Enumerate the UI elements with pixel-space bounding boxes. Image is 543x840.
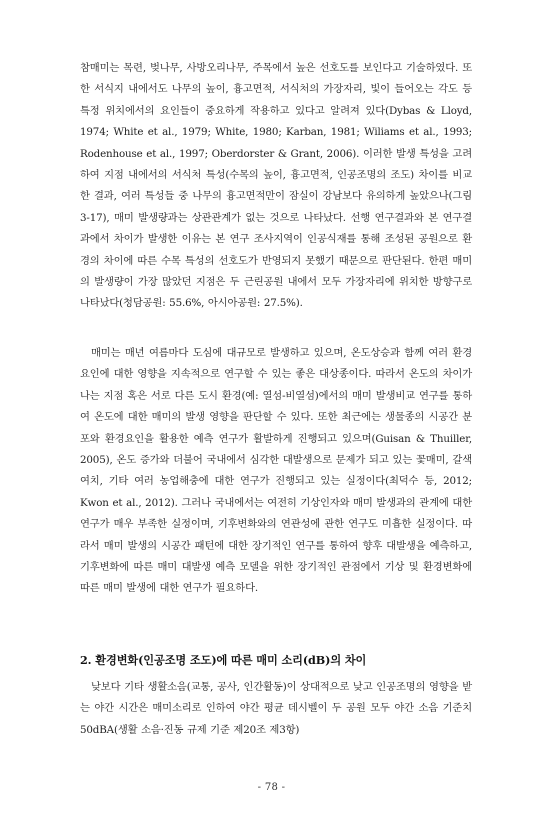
body-paragraph-3: 낮보다 기타 생활소음(교통, 공사, 인간활동)이 상대적으로 낮고 인공조명의 영향을 받는 야간 시간은 매미소리로 인하여 야간 평균 데시벨이 두 공원 모두 야간 소음 기준치 50dBA(생활 소음·진동 규제 기준 제20조 제3항)	[80, 681, 472, 736]
page-number: - 78 -	[257, 782, 286, 793]
body-paragraph-2: 매미는 매년 여름마다 도심에 대규모로 발생하고 있으며, 온도상승과 함께 여러 환경요인에 대한 영향을 지속적으로 연구할 수 있는 좋은 대상종이다. 따라서 온도의 차이가 나는 지점 혹은 서로 다른 도시 환경(예: 열섬-비열섬)에서의 매미 발생비교 연구를 통하여 온도에 대한 매미의 발생 영향을 판단할 수 있다. 또한 최근에는 생물종의 시공간 분포와 환경요인을 활용한 예측 연구가 활발하게 진행되고 있으며(Guisan & Thuiller, 2005), 온도 증가와 더불어 국내에서 심각한 대발생으로 문제가 되고 있는 꽃매미, 갈색여치, 기타 여러 농업해충에 대한 연구가 진행되고 있는 실정이다(최덕수 등, 2012; Kwon et al., 2012). 그러나 국내에서는 여전히 기상인자와 매미 발생과의 관계에 대한 연구가 매우 부족한 실정이며, 기후변화와의 연관성에 관한 연구도 미흡한 실정이다. 따라서 매미 발생의 시공간 패턴에 대한 장기적인 연구를 통하여 향후 대발생을 예측하고, 기후변화에 따른 매미 대발생 예측 모델을 위한 장기적인 관점에서 기상 및 환경변화에 따른 매미 발생에 대한 연구가 필요하다.	[80, 347, 472, 595]
section-heading: 2. 환경변화(인공조명 조도)에 따른 매미 소리(dB)의 차이	[80, 653, 367, 667]
body-paragraph-1: 참매미는 목련, 벚나무, 사방오리나무, 주목에서 높은 선호도를 보인다고 기술하였다. 또한 서식지 내에서도 나무의 높이, 흉고면적, 서식처의 가장자리, 빛이 들어오는 각도 등 특정 위치에서의 요인들이 중요하게 작용하고 있다고 알려져 있다(Dybas & Lloyd, 1974; White et al., 1979; White, 1980; Karban, 1981; Wiliams et al., 1993; Rodenhouse et al., 1997; Oberdorster & Grant, 2006). 이러한 발생 특성을 고려하여 지점 내에서의 서식처 특성(수목의 높이, 흉고면적, 인공조명의 조도) 차이를 비교한 결과, 여러 특성들 중 나무의 흉고면적만이 잠실이 강남보다 유의하게 높았으나(그림3-17), 매미 발생량과는 상관관계가 없는 것으로 나타났다. 선행 연구결과와 본 연구결과에서 차이가 발생한 이유는 본 연구 조사지역이 인공식재를 통해 조성된 공원으로 환경의 차이에 따른 수목 특성의 선호도가 반영되지 못했기 때문으로 판단된다. 한편 매미의 발생량이 가장 많았던 지점은 두 근린공원 내에서 모두 가장자리에 위치한 방향구로 나타났다(청담공원: 55.6%, 아시아공원: 27.5%).	[80, 62, 472, 310]
